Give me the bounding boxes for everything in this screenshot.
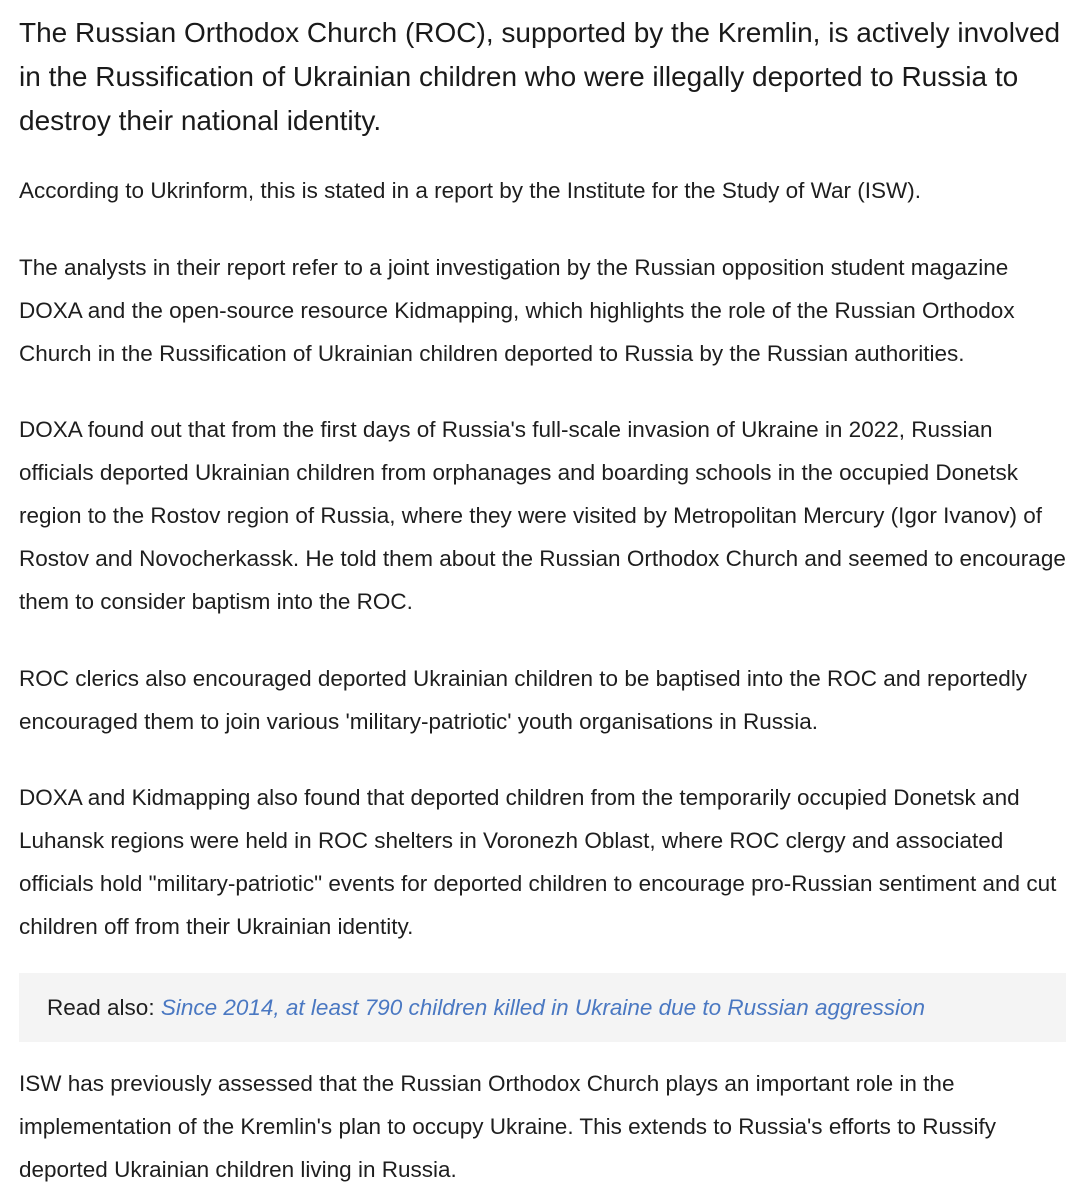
read-also-box	[19, 973, 1066, 1042]
read-also-label: Read also:	[47, 994, 161, 1020]
article-paragraph: DOXA and Kidmapping also found that deported children from the temporarily occupied Donetsk and Luhansk regions were held in ROC shelters in Voronezh Oblast, where ROC clergy and associated officials hold "military-patriotic" events for deported children to encourage pro-Russian sentiment and cut children off from their Ukrainian identity.	[19, 785, 1057, 939]
article-paragraph: ROC clerics also encouraged deported Ukrainian children to be baptised into the ROC and reportedly encouraged them to join various 'military-patriotic' youth organisations in Russia.	[19, 666, 1028, 734]
article-paragraph: DOXA found out that from the first days of Russia's full-scale invasion of Ukraine in 2022, Russian officials deported Ukrainian children from orphanages and boarding schools in the occupied Donetsk region to the Rostov region of Russia, where they were visited by Metropolitan Mercury (Igor Ivanov) of Rostov and Novocherkassk. He told them about the Russian Orthodox Church and seemed to encourage them to consider baptism into the ROC.	[19, 417, 1066, 614]
article-paragraph: The analysts in their report refer to a joint investigation by the Russian opposition student magazine DOXA and the open-source resource Kidmapping, which highlights the role of the Russian Orthodox Church in the Russification of Ukrainian children deported to Russia by the Russian authorities.	[19, 255, 1015, 366]
article-paragraph: ISW has previously assessed that the Russian Orthodox Church plays an important role in the implementation of the Kremlin's plan to occupy Ukraine. This extends to Russia's efforts to Russify deported Ukrainian children living in Russia.	[19, 1071, 996, 1182]
article-paragraph: According to Ukrinform, this is stated in a report by the Institute for the Study of War (ISW).	[19, 178, 922, 203]
read-also-link[interactable]: Since 2014, at least 790 children killed in Ukraine due to Russian aggression	[160, 994, 926, 1020]
article-lead: The Russian Orthodox Church (ROC), supported by the Kremlin, is actively involved in the Russification of Ukrainian children who were illegally deported to Russia to destroy their national identity.	[19, 17, 1061, 136]
